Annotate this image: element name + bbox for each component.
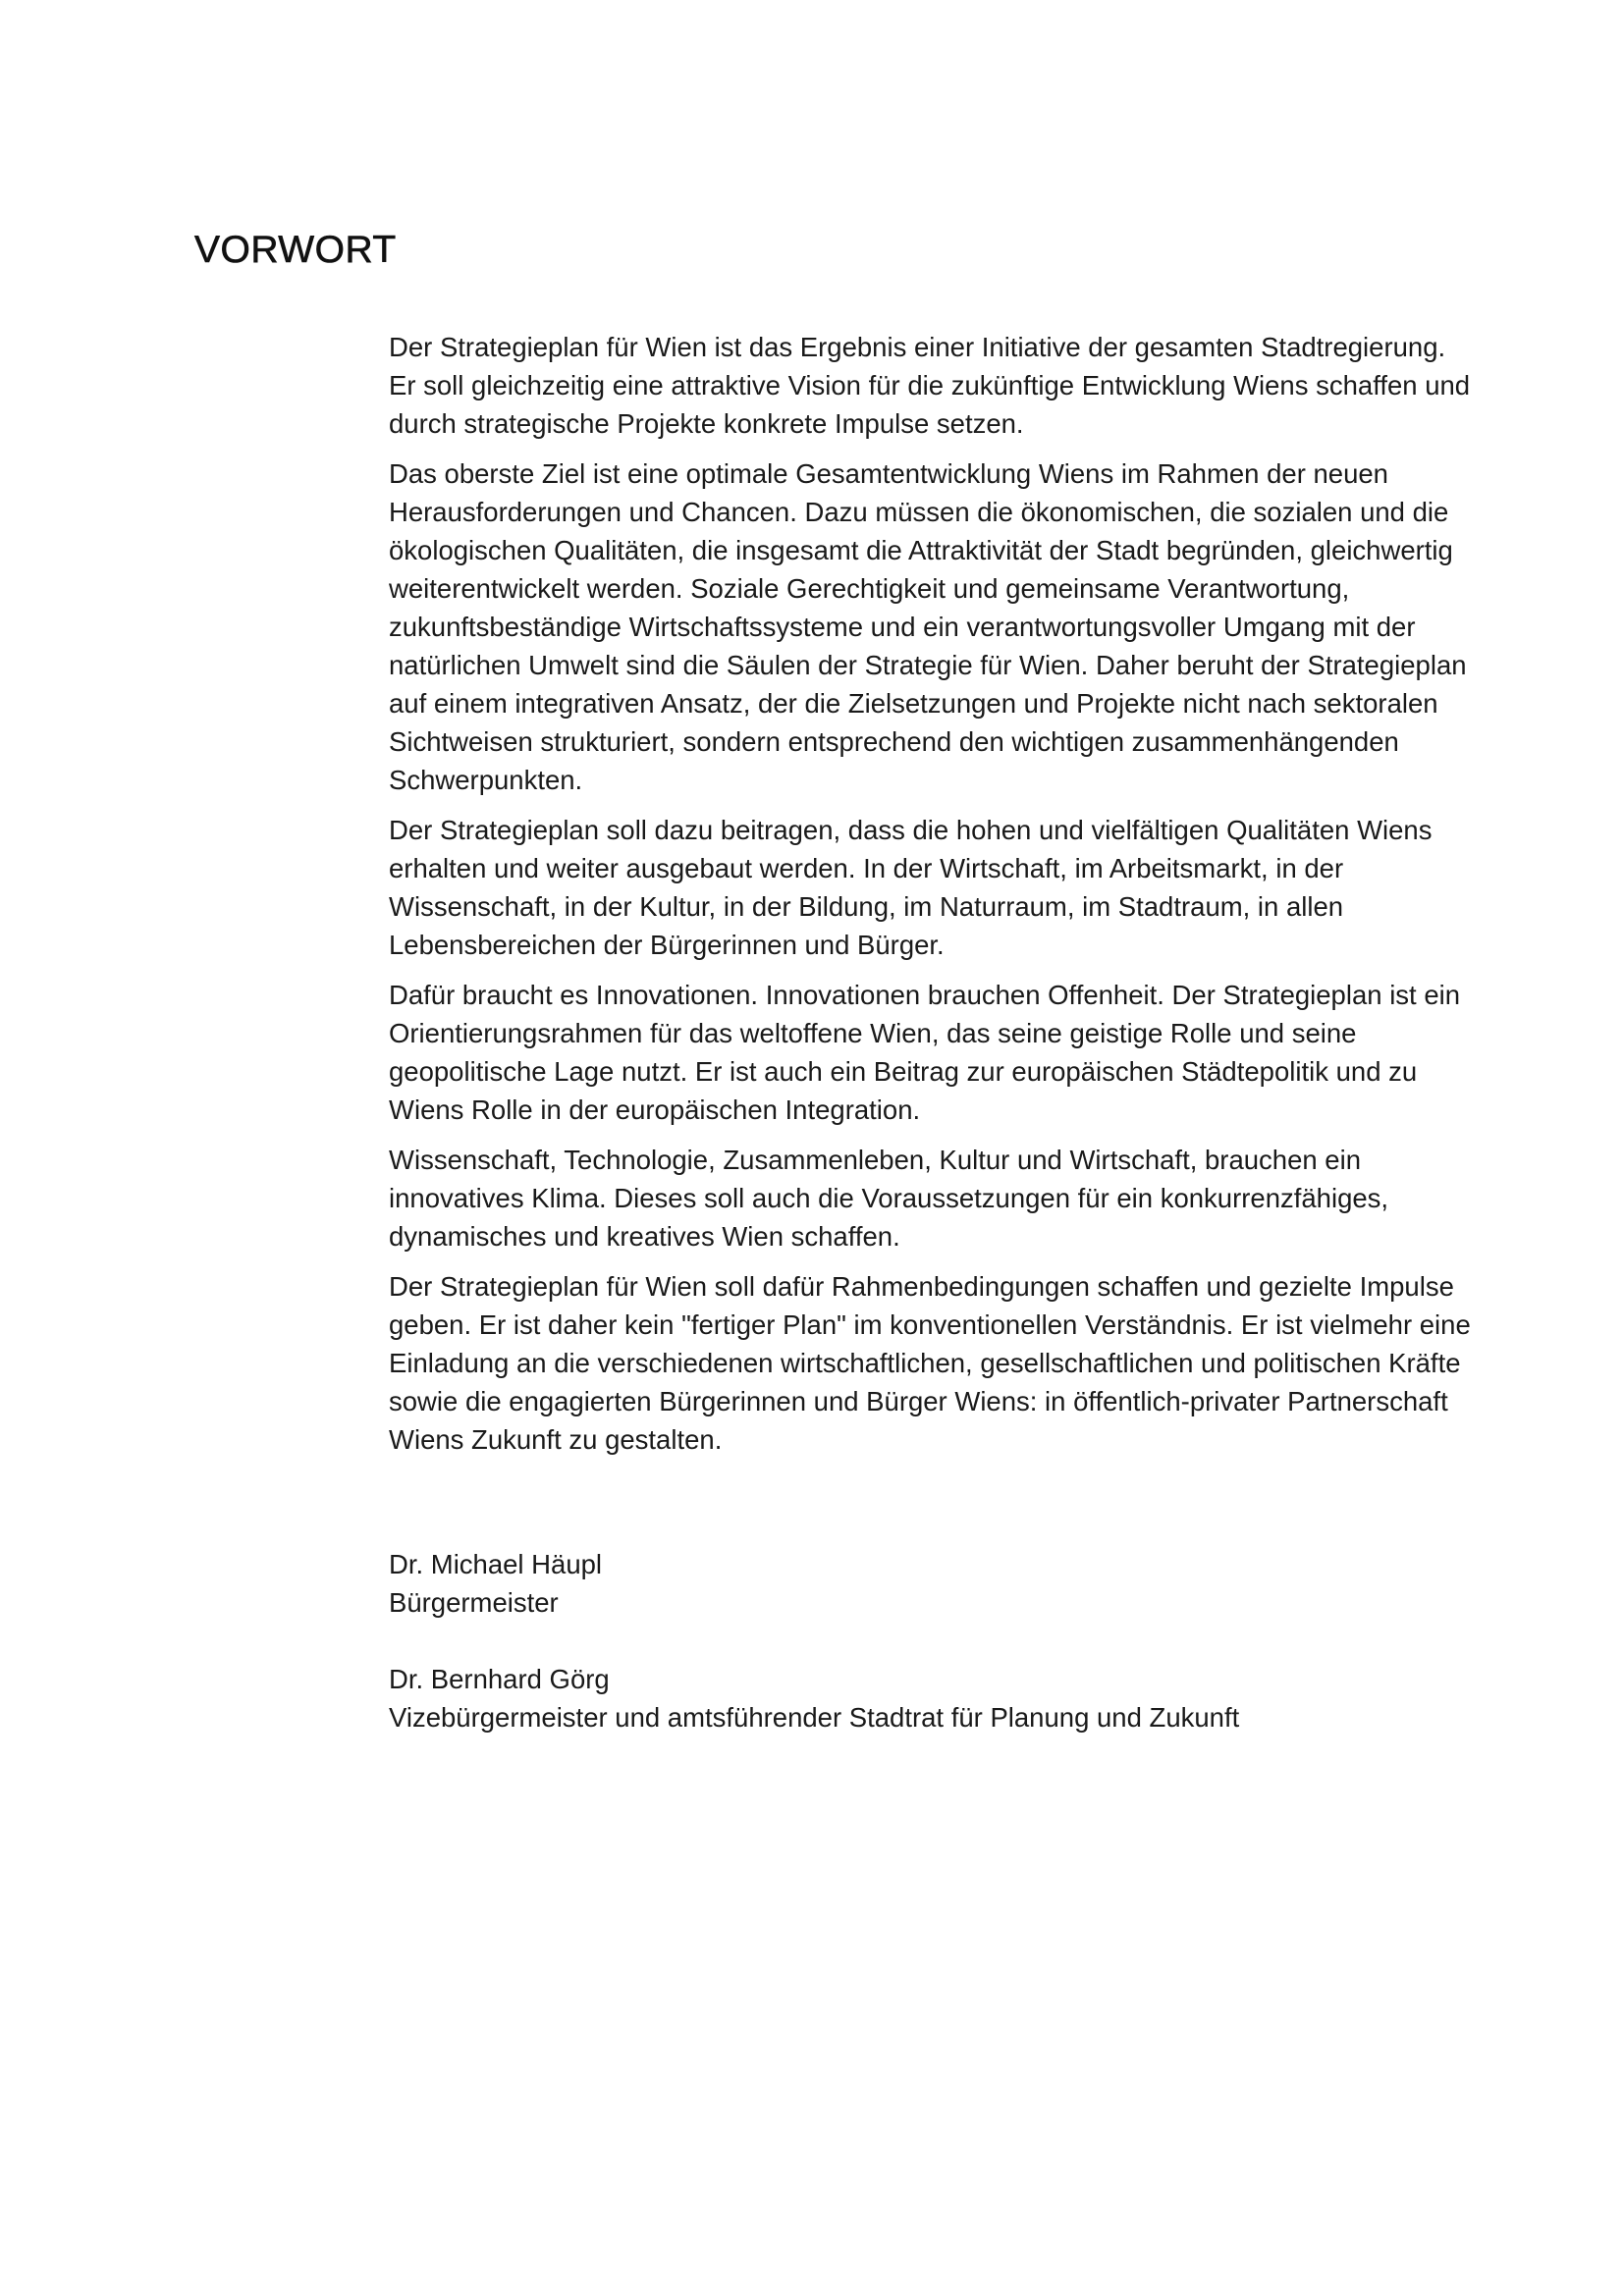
paragraph: Dafür braucht es Innovationen. Innovationen brauchen Offenheit. Der Strategieplan ist ein Orientierungsrahmen für das weltoffene Wien, das seine geistige Rolle und seine geopolitische Lage nutzt. Er ist auch ein Beitrag zur europäischen Städtepolitik und zu Wiens Rolle in der europäischen Integration. [389,980,1461,1125]
paragraph: Wissenschaft, Technologie, Zusammenleben, Kultur und Wirtschaft, brauchen ein innovatives Klima. Dieses soll auch die Voraussetzungen für ein konkurrenzfähiges, dynamisches und kreatives Wien schaffen. [389,1145,1389,1252]
paragraph: Das oberste Ziel ist eine optimale Gesamtentwicklung Wiens im Rahmen der neuen Herausforderungen und Chancen. Dazu müssen die ökonomischen, die sozialen und die ökologischen Qualitäten, die insgesamt die Attraktivität der Stadt begründen, gleichwertig weiterentwickelt werden. Soziale Gerechtigkeit und gemeinsame Verantwortung, zukunftsbeständige Wirtschaftssysteme und ein verantwortungsvoller Umgang mit der natürlichen Umwelt sind die Säulen der Strategie für Wien. Daher beruht der Strategieplan auf einem integrativen Ansatz, der die Zielsetzungen und Projekte nicht nach sektoralen Sichtweisen strukturiert, sondern entsprechend den wichtigen zusammenhängenden Schwerpunkten. [389,458,1467,795]
signatory-role: Vizebürgermeister und amtsführender Stadtrat für Planung und Zukunft [389,1702,1240,1733]
paragraph: Der Strategieplan soll dazu beitragen, dass die hohen und vielfältigen Qualitäten Wiens erhalten und weiter ausgebaut werden. In der Wirtschaft, im Arbeitsmarkt, in der Wissenschaft, in der Kultur, in der Bildung, im Naturraum, im Stadtraum, in allen Lebensbereichen der Bürgerinnen und Bürger. [389,815,1433,960]
paragraph: Der Strategieplan für Wien soll dafür Rahmenbedingungen schaffen und gezielte Impulse geben. Er ist daher kein "fertiger Plan" im konventionellen Verständnis. Er ist vielmehr eine Einladung an die verschiedenen wirtschaftlichen, gesellschaftlichen und politischen Kräfte sowie die engagierten Bürgerinnen und Bürger Wiens: in öffentlich-privater Partnerschaft Wiens Zukunft zu gestalten. [389,1271,1471,1455]
signatory-name: Dr. Michael Häupl [389,1549,603,1579]
signature-block-vice-mayor [389,1660,1479,1736]
foreword-body [389,328,1479,1470]
signature-block-mayor [389,1545,1479,1622]
signatory-role: Bürgermeister [389,1587,559,1618]
paragraph: Der Strategieplan für Wien ist das Ergebnis einer Initiative der gesamten Stadtregierung. Er soll gleichzeitig eine attraktive Vision für die zukünftige Entwicklung Wiens schaffen und durch strategische Projekte konkrete Impulse setzen. [389,332,1471,439]
signatory-name: Dr. Bernhard Görg [389,1664,610,1694]
signatures [389,1545,1479,1775]
page-title: VORWORT [194,229,397,271]
